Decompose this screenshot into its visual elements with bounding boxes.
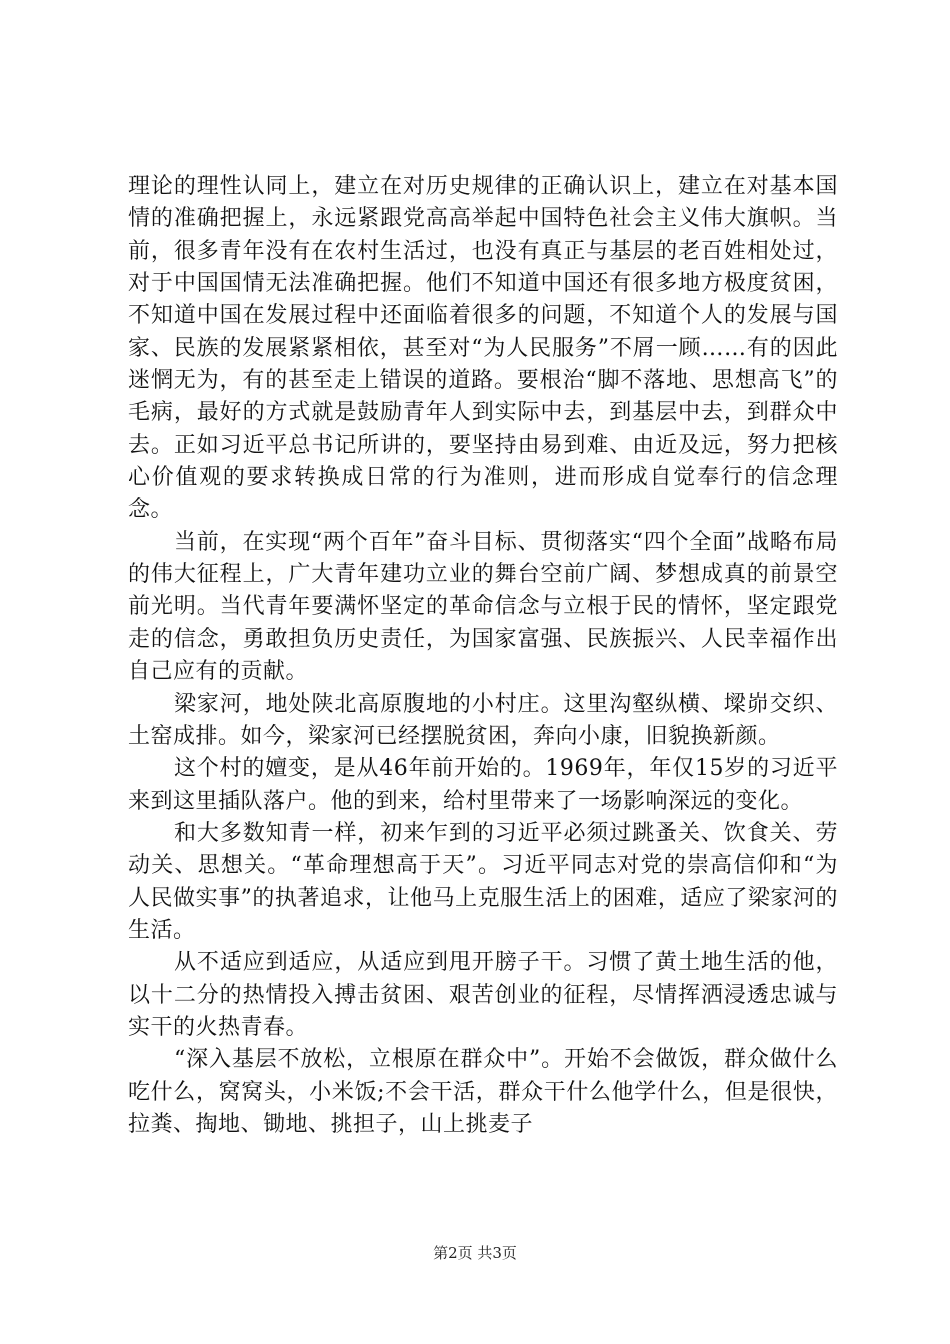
paragraph: 梁家河，地处陕北高原腹地的小村庄。这里沟壑纵横、墚峁交织、土窑成排。如今，梁家河已经摆脱贫困，奔向小康，旧貌换新颜。 <box>128 691 838 749</box>
document-body <box>128 171 838 1141</box>
paragraph: 从不适应到适应，从适应到甩开膀子干。习惯了黄土地生活的他，以十二分的热情投入搏击贫困、艰苦创业的征程，尽情挥洒浸透忠诚与实干的火热青春。 <box>128 950 838 1040</box>
paragraph: 这个村的嬗变，是从46年前开始的。1969年，年仅15岁的习近平来到这里插队落户。他的到来，给村里带来了一场影响深远的变化。 <box>128 756 838 814</box>
paragraph: “深入基层不放松，立根原在群众中”。开始不会做饭，群众做什么吃什么，窝窝头，小米饭;不会干活，群众干什么他学什么，但是很快，拉粪、掏地、锄地、挑担子，山上挑麦子 <box>128 1047 838 1137</box>
page-number-footer: 第2页 共3页 <box>433 1244 517 1262</box>
paragraph: 和大多数知青一样，初来乍到的习近平必须过跳蚤关、饮食关、劳动关、思想关。“革命理想高于天”。习近平同志对党的崇高信仰和“为人民做实事”的执著追求，让他马上克服生活上的困难，适应了梁家河的生活。 <box>128 820 838 943</box>
paragraph: 当前，在实现“两个百年”奋斗目标、贯彻落实“四个全面”战略布局的伟大征程上，广大青年建功立业的舞台空前广阔、梦想成真的前景空前光明。当代青年要满怀坚定的革命信念与立根于民的情怀，坚定跟党走的信念，勇敢担负历史责任，为国家富强、民族振兴、人民幸福作出自己应有的贡献。 <box>128 529 838 685</box>
paragraph-continued: 理论的理性认同上，建立在对历史规律的正确认识上，建立在对基本国情的准确把握上，永远紧跟党高高举起中国特色社会主义伟大旗帜。当前，很多青年没有在农村生活过，也没有真正与基层的老百姓相处过，对于中国国情无法准确把握。他们不知道中国还有很多地方极度贫困，不知道中国在发展过程中还面临着很多的问题，不知道个人的发展与国家、民族的发展紧紧相依，甚至对“为人民服务”不屑一顾……有的因此迷惘无为，有的甚至走上错误的道路。要根治“脚不落地、思想高飞”的毛病，最好的方式就是鼓励青年人到实际中去，到基层中去，到群众中去。正如习近平总书记所讲的，要坚持由易到难、由近及远，努力把核心价值观的要求转换成日常的行为准则，进而形成自觉奉行的信念理念。 <box>128 174 838 523</box>
